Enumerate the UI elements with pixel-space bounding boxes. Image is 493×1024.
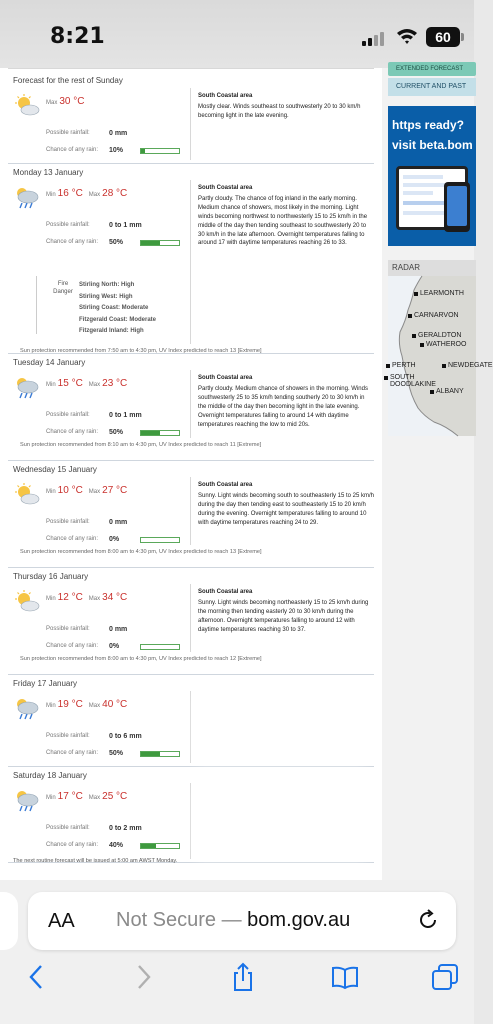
rain-chance-value: 50% xyxy=(109,239,124,246)
column-divider xyxy=(190,88,191,160)
day-title: Friday 17 January xyxy=(13,679,78,688)
fire-danger-item: Stirling North: High xyxy=(79,282,135,288)
description-text: Partly cloudy. Medium chance of showers in the morning. Winds southwesterly 25 to 35 km/h tending southerly 20 to 30 km/h in the middle of the day then becoming light in the late evening. Overnight temperatures falling to around 14 with daytime temperatures reaching the low to mid 20s. xyxy=(198,385,368,428)
min-temp: 17 °C xyxy=(57,791,83,802)
max-label: Max xyxy=(88,703,101,709)
rain-chance-row xyxy=(46,429,124,436)
column-divider xyxy=(190,477,191,545)
tabs-icon[interactable] xyxy=(430,962,460,992)
sun-protection-note: Sun protection recommended from 8:00 am to 4:30 pm, UV Index predicted to reach 13 [Extreme] xyxy=(20,549,262,555)
rain-chance-bar xyxy=(140,537,180,543)
day-title: Thursday 16 January xyxy=(13,572,89,581)
rainfall-row xyxy=(46,412,142,419)
forward-icon[interactable] xyxy=(128,962,158,992)
banner-line-2: visit beta.bom xyxy=(392,138,473,152)
min-label: Min xyxy=(46,795,56,801)
previous-tab-card[interactable] xyxy=(0,892,18,950)
forecast-day xyxy=(8,358,374,461)
forecast-description xyxy=(198,184,374,248)
back-icon[interactable] xyxy=(22,962,52,992)
radar-map[interactable] xyxy=(388,276,493,436)
fire-danger-label: Fire Danger xyxy=(53,281,73,295)
showers-icon xyxy=(13,186,41,210)
max-label: Max xyxy=(88,596,101,602)
phone-graphic xyxy=(444,182,470,232)
fire-danger-item: Fitzgerald Coast: Moderate xyxy=(79,316,157,323)
fire-danger-item: Fitzgerald Inland: High xyxy=(79,328,144,334)
rain-chance-bar xyxy=(140,148,180,154)
browser-chrome xyxy=(0,880,474,1024)
description-text: Partly cloudy. The chance of fog inland in the early morning. Medium chance of showers, most likely in the morning. Light winds becoming northwest to northwesterly 15 to 25 km/h in the middle of the day then tending southeast to southwesterly 20 to 30 km/h in the late afternoon. Overnight temperatures falling to around 17 with daytime temperatures reaching 26 to 33. xyxy=(198,195,368,247)
extended-forecast-link[interactable]: EXTENDED FORECAST xyxy=(388,62,476,76)
fire-danger-item: Stirling Coast: Moderate xyxy=(79,305,149,311)
map-place: LEARMONTH xyxy=(420,290,464,297)
column-divider xyxy=(190,370,191,438)
rain-chance-value: 10% xyxy=(109,147,124,154)
area-name: South Coastal area xyxy=(198,185,253,191)
rain-chance-fill xyxy=(141,241,160,245)
rainfall-label: Possible rainfall: xyxy=(46,519,90,525)
max-temp: 28 °C xyxy=(102,188,128,199)
temperature-row xyxy=(46,96,90,107)
rain-chance-fill xyxy=(141,149,145,153)
area-name: South Coastal area xyxy=(198,375,253,381)
wa-coastline xyxy=(388,276,476,436)
max-temp: 27 °C xyxy=(102,485,128,496)
min-label: Min xyxy=(46,596,56,602)
showers-icon xyxy=(13,789,41,813)
rain-chance-row xyxy=(46,842,124,849)
map-place: PERTH xyxy=(392,362,416,369)
rainfall-value: 0 mm xyxy=(109,626,128,633)
rain-chance-value: 50% xyxy=(109,429,124,436)
column-divider xyxy=(190,691,191,763)
forecast-day xyxy=(8,465,374,568)
sun-protection-note: Sun protection recommended from 8:10 am to 4:30 pm, UV Index predicted to reach 11 [Extreme] xyxy=(20,442,262,448)
status-time: 8:21 xyxy=(50,24,105,49)
rainfall-label: Possible rainfall: xyxy=(46,412,90,418)
temperature-row xyxy=(46,699,133,710)
rainfall-row xyxy=(46,130,128,137)
rain-chance-value: 0% xyxy=(109,536,120,543)
map-place: NEWDEGATE xyxy=(448,362,493,369)
rainfall-row xyxy=(46,222,142,229)
rain-chance-label: Chance of any rain: xyxy=(46,147,99,153)
day-summary xyxy=(13,588,183,652)
min-temp: 15 °C xyxy=(57,378,83,389)
forecast-day xyxy=(8,572,374,675)
rainfall-row xyxy=(46,626,128,633)
temperature-row xyxy=(46,188,133,199)
max-temp: 23 °C xyxy=(102,378,128,389)
min-temp: 16 °C xyxy=(57,188,83,199)
rain-chance-value: 50% xyxy=(109,750,124,757)
forecast-description xyxy=(198,92,374,121)
not-secure-label: Not Secure — xyxy=(116,909,242,931)
fire-danger-list xyxy=(79,280,156,338)
battery-icon: 60 xyxy=(426,27,460,47)
day-summary xyxy=(13,184,183,248)
forecast-main xyxy=(0,68,382,880)
column-divider xyxy=(190,783,191,859)
day-title: Monday 13 January xyxy=(13,168,84,177)
banner-line-1: https ready? xyxy=(392,118,465,132)
day-title: Forecast for the rest of Sunday xyxy=(13,76,123,85)
mostly-sunny-icon xyxy=(13,590,41,614)
sun-protection-note: Sun protection recommended from 8:00 am to 4:30 pm, UV Index predicted to reach 12 [Extreme] xyxy=(20,656,262,662)
showers-icon xyxy=(13,697,41,721)
area-name: South Coastal area xyxy=(198,482,253,488)
rain-chance-label: Chance of any rain: xyxy=(46,750,99,756)
max-label: Max xyxy=(88,489,101,495)
map-place: ALBANY xyxy=(436,388,464,395)
fire-danger-panel xyxy=(36,276,176,334)
min-temp: 12 °C xyxy=(57,592,83,603)
temperature-row xyxy=(46,378,133,389)
mostly-sunny-icon xyxy=(13,483,41,507)
day-summary xyxy=(13,787,183,851)
map-place: CARNARVON xyxy=(414,312,459,319)
blurred-region xyxy=(196,694,366,762)
rainfall-row xyxy=(46,519,128,526)
cellular-signal-icon xyxy=(362,30,388,46)
rainfall-label: Possible rainfall: xyxy=(46,626,90,632)
map-place: SOUTH DOODLAKINE xyxy=(390,374,436,388)
mostly-sunny-icon xyxy=(13,94,41,118)
forecast-description xyxy=(198,374,374,429)
rainfall-row xyxy=(46,825,142,832)
forecast-day xyxy=(8,76,374,164)
reload-icon[interactable] xyxy=(416,908,440,932)
day-summary xyxy=(13,481,183,545)
area-name: South Coastal area xyxy=(198,93,253,99)
map-place: GERALDTON xyxy=(418,332,462,339)
rain-chance-fill xyxy=(141,752,160,756)
rainfall-label: Possible rainfall: xyxy=(46,130,90,136)
rain-chance-label: Chance of any rain: xyxy=(46,429,99,435)
max-temp: 30 °C xyxy=(59,96,85,107)
min-label: Min xyxy=(46,382,56,388)
temperature-row xyxy=(46,791,133,802)
rain-chance-fill xyxy=(141,431,160,435)
wifi-icon xyxy=(396,27,418,45)
forecast-description xyxy=(198,588,374,635)
temperature-row xyxy=(46,592,133,603)
temperature-row xyxy=(46,485,133,496)
rainfall-value: 0 to 6 mm xyxy=(109,733,142,740)
min-label: Min xyxy=(46,703,56,709)
sun-protection-note: Sun protection recommended from 7:50 am to 4:30 pm, UV Index predicted to reach 13 [Extreme] xyxy=(20,348,262,354)
min-label: Min xyxy=(46,489,56,495)
rain-chance-row xyxy=(46,239,124,246)
domain-label: bom.gov.au xyxy=(247,909,351,931)
address-bar[interactable] xyxy=(28,892,456,950)
max-label: Max xyxy=(88,192,101,198)
max-temp: 25 °C xyxy=(102,791,128,802)
rain-chance-label: Chance of any rain: xyxy=(46,239,99,245)
rainfall-value: 0 mm xyxy=(109,130,128,137)
max-label: Max xyxy=(46,100,58,106)
rain-chance-fill xyxy=(141,844,156,848)
rain-chance-bar xyxy=(140,751,180,757)
rain-chance-row xyxy=(46,750,124,757)
rain-chance-row xyxy=(46,147,124,154)
beta-bom-banner[interactable] xyxy=(388,106,476,246)
rainfall-value: 0 mm xyxy=(109,519,128,526)
next-forecast-note: The next routine forecast will be issued at 5:00 am AWST Monday. xyxy=(13,858,178,864)
rainfall-value: 0 to 1 mm xyxy=(109,222,142,229)
rain-chance-bar xyxy=(140,430,180,436)
rain-chance-row xyxy=(46,536,120,543)
rainfall-label: Possible rainfall: xyxy=(46,222,90,228)
rain-chance-label: Chance of any rain: xyxy=(46,536,99,542)
rain-chance-bar xyxy=(140,240,180,246)
description-text: Sunny. Light winds becoming south to southeasterly 15 to 25 km/h during the day then tending east to southeasterly 15 to 20 km/h during the evening. Overnight temperatures falling to around 10 with daytime temperatures reaching 24 to 29. xyxy=(198,492,374,526)
column-divider xyxy=(190,180,191,344)
fire-danger-item: Stirling West: High xyxy=(79,293,133,300)
showers-icon xyxy=(13,376,41,400)
day-summary xyxy=(13,92,183,156)
min-temp: 19 °C xyxy=(57,699,83,710)
description-text: Mostly clear. Winds southeast to southwesterly 20 to 30 km/h becoming light in the late evening. xyxy=(198,103,361,119)
rain-chance-value: 40% xyxy=(109,842,124,849)
forecast-description xyxy=(198,481,374,528)
day-summary xyxy=(13,374,183,438)
max-label: Max xyxy=(88,382,101,388)
radar-heading: RADAR xyxy=(388,260,476,276)
rainfall-label: Possible rainfall: xyxy=(46,825,90,831)
day-title: Saturday 18 January xyxy=(13,771,87,780)
map-place: WATHEROO xyxy=(426,341,467,348)
rainfall-label: Possible rainfall: xyxy=(46,733,90,739)
description-text: Sunny. Light winds becoming northeasterly 15 to 25 km/h during the morning then tending easterly 20 to 30 km/h during the afternoon. Overnight temperatures falling to around 12 with daytime temperatures reaching 30 to 37. xyxy=(198,599,369,633)
sidebar xyxy=(382,66,493,880)
share-icon[interactable] xyxy=(228,962,258,992)
max-label: Max xyxy=(88,795,101,801)
current-past-link[interactable]: CURRENT AND PAST xyxy=(388,78,476,96)
day-title: Tuesday 14 January xyxy=(13,358,86,367)
rain-chance-value: 0% xyxy=(109,643,120,650)
column-divider xyxy=(190,584,191,652)
rainfall-value: 0 to 1 mm xyxy=(109,412,142,419)
max-temp: 40 °C xyxy=(102,699,128,710)
rain-chance-label: Chance of any rain: xyxy=(46,643,99,649)
area-name: South Coastal area xyxy=(198,589,253,595)
day-title: Wednesday 15 January xyxy=(13,465,97,474)
reader-aa-button[interactable]: AA xyxy=(48,910,75,932)
bookmarks-icon[interactable] xyxy=(330,962,360,992)
max-temp: 34 °C xyxy=(102,592,128,603)
url-text[interactable] xyxy=(116,909,350,932)
rainfall-value: 0 to 2 mm xyxy=(109,825,142,832)
min-temp: 10 °C xyxy=(57,485,83,496)
min-label: Min xyxy=(46,192,56,198)
rainfall-row xyxy=(46,733,142,740)
day-summary xyxy=(13,695,183,759)
rain-chance-label: Chance of any rain: xyxy=(46,842,99,848)
rain-chance-bar xyxy=(140,644,180,650)
rain-chance-row xyxy=(46,643,120,650)
web-content[interactable] xyxy=(0,66,493,880)
blurred-region xyxy=(196,786,366,858)
rain-chance-bar xyxy=(140,843,180,849)
status-bar xyxy=(0,0,474,68)
